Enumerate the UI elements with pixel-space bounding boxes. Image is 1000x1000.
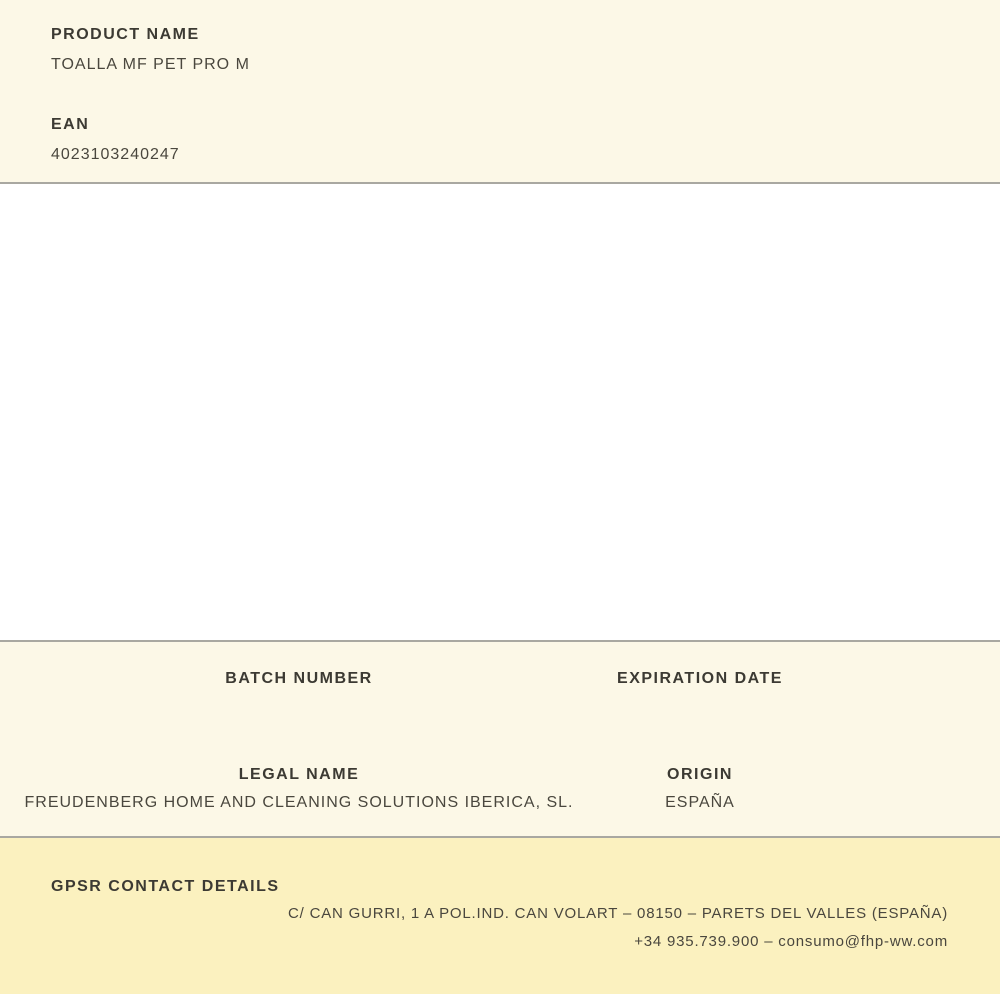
product-name-label: PRODUCT NAME — [51, 26, 200, 43]
legal-name-value: FREUDENBERG HOME AND CLEANING SOLUTIONS IBERICA, SL. — [24, 794, 574, 811]
expiration-date-label: EXPIRATION DATE — [617, 670, 783, 687]
details-section — [0, 642, 1000, 838]
gpsr-address-line: C/ CAN GURRI, 1 A POL.IND. CAN VOLART – 08150 – PARETS DEL VALLES (ESPAÑA) — [288, 905, 948, 922]
batch-number-value — [0, 696, 598, 718]
legal-name-label: LEGAL NAME — [238, 766, 360, 783]
origin-label: ORIGIN — [667, 766, 733, 783]
gpsr-contact-section — [0, 838, 1000, 994]
origin-value: ESPAÑA — [665, 794, 735, 811]
batch-number-label: BATCH NUMBER — [225, 670, 373, 687]
gpsr-phone-email-line: +34 935.739.900 – consumo@fhp-ww.com — [634, 933, 948, 950]
legal-name-field — [0, 764, 598, 814]
details-row-batch-expiration — [0, 668, 1000, 718]
expiration-date-value — [598, 696, 802, 718]
ean-value: 4023103240247 — [51, 146, 180, 163]
expiration-date-field — [598, 668, 802, 718]
empty-content-area — [0, 184, 1000, 642]
ean-label: EAN — [51, 116, 90, 133]
gpsr-contact-title: GPSR CONTACT DETAILS — [51, 878, 280, 895]
batch-number-field — [0, 668, 598, 718]
origin-field — [598, 764, 802, 814]
details-row-legal-origin — [0, 764, 1000, 814]
product-name-value: TOALLA MF PET PRO M — [51, 56, 250, 73]
product-section — [0, 0, 1000, 184]
